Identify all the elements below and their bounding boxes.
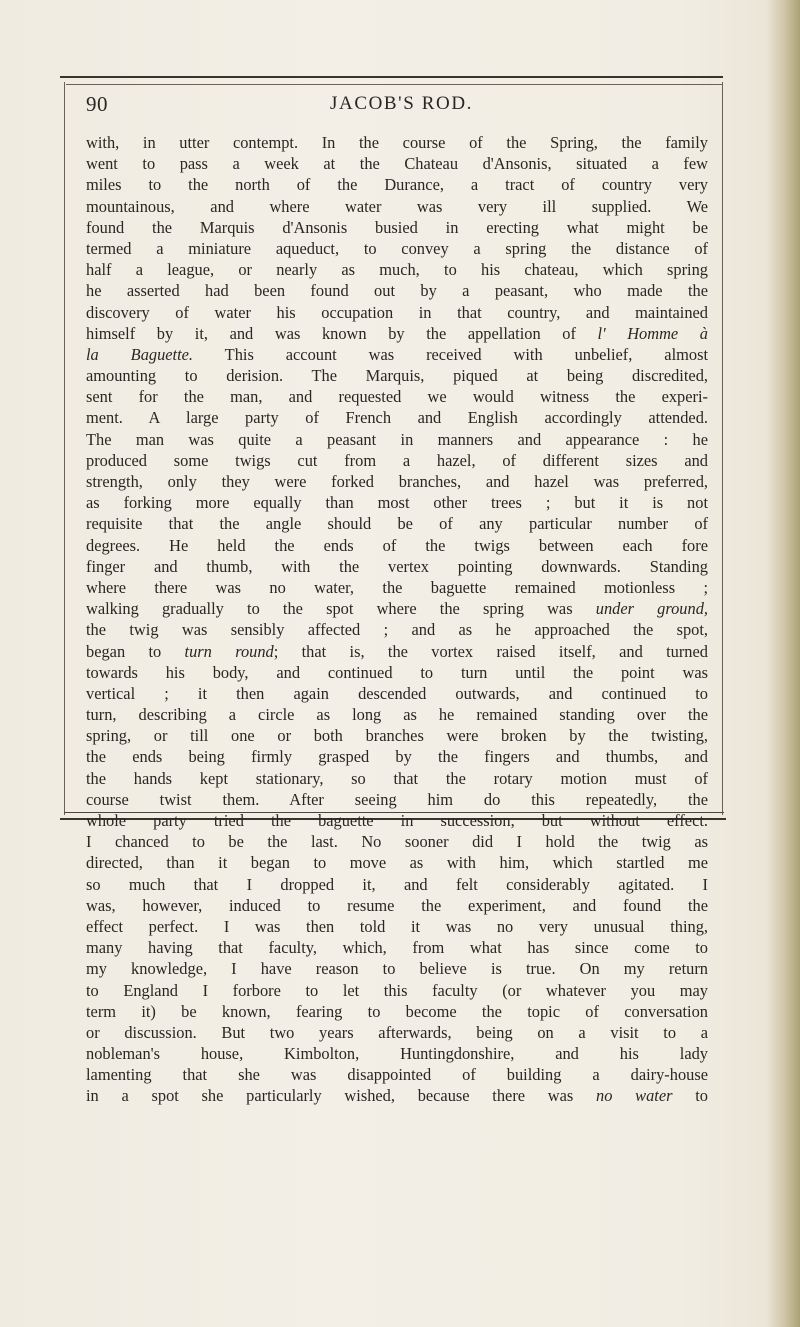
text-line	[86, 725, 708, 746]
text-segment: requisite that the angle should be of any particular number of	[86, 514, 708, 534]
text-line	[86, 386, 708, 407]
text-line	[86, 1022, 708, 1043]
running-title: JACOB'S ROD.	[330, 93, 473, 114]
text-line	[86, 471, 708, 492]
text-segment: where there was no water, the baguette remained motionless ;	[86, 577, 708, 597]
text-line	[86, 344, 708, 365]
text-segment: walking gradually to the spot where the spring was	[86, 599, 596, 619]
text-segment: I chanced to be the last. No sooner did I hold the twig as	[86, 832, 708, 852]
text-segment: many having that faculty, which, from what has since come to	[86, 938, 708, 958]
text-line	[86, 535, 708, 556]
text-line	[86, 683, 708, 704]
text-line	[86, 831, 708, 852]
text-segment: the hands kept stationary, so that the rotary motion must of	[86, 768, 708, 788]
text-line	[86, 916, 708, 937]
text-line	[86, 513, 708, 534]
text-segment: whole party tried the baguette in succession, but without effect.	[86, 811, 708, 830]
text-segment: as forking more equally than most other trees ; but it is not	[86, 493, 708, 513]
text-segment: termed a miniature aqueduct, to convey a spring the distance of	[86, 238, 708, 258]
text-line	[86, 958, 708, 979]
text-segment: miles to the north of the Durance, a tract of country very	[86, 175, 708, 195]
text-segment: he asserted had been found out by a peasant, who made the	[86, 281, 708, 301]
text-segment: nobleman's house, Kimbolton, Huntingdonshire, and his lady	[86, 1044, 708, 1064]
text-line	[86, 768, 708, 789]
text-segment: course twist them. After seeing him do this repeatedly, the	[86, 789, 708, 809]
text-line	[86, 662, 708, 683]
text-segment: went to pass a week at the Chateau d'Ansonis, situated a few	[86, 154, 708, 174]
text-line	[86, 259, 708, 280]
text-segment: or discussion. But two years afterwards, being on a visit to a	[86, 1022, 708, 1042]
text-line	[86, 598, 708, 619]
text-segment: effect perfect. I was then told it was no very unusual thing,	[86, 916, 708, 936]
text-line	[86, 556, 708, 577]
text-line	[86, 937, 708, 958]
text-segment: half a league, or nearly as much, to his chateau, which spring	[86, 260, 708, 280]
text-line	[86, 174, 708, 195]
text-line	[86, 746, 708, 767]
text-line	[86, 280, 708, 301]
page-number: 90	[86, 92, 108, 116]
text-line	[86, 1064, 708, 1085]
text-segment: directed, than it began to move as with him, which startled me	[86, 853, 708, 873]
text-line	[86, 852, 708, 873]
text-segment: towards his body, and continued to turn until the point was	[86, 662, 708, 682]
text-segment: to England I forbore to let this faculty (or whatever you may	[86, 980, 708, 1000]
text-segment: ; that is, the vortex raised itself, and turned	[273, 641, 708, 661]
text-line	[86, 323, 708, 344]
text-segment: produced some twigs cut from a hazel, of different sizes and	[86, 450, 708, 470]
text-segment: ment. A large party of French and English accordingly attended.	[86, 408, 708, 428]
text-line	[86, 704, 708, 725]
text-segment: my knowledge, I have reason to believe is true. On my return	[86, 959, 708, 979]
text-segment: found the Marquis d'Ansonis busied in erecting what might be	[86, 217, 708, 237]
text-line	[86, 302, 708, 323]
text-segment: term it) be known, fearing to become the topic of conversation	[86, 1001, 708, 1021]
text-segment: was, however, induced to resume the experiment, and found the	[86, 895, 708, 915]
italic-segment: under ground,	[595, 599, 708, 619]
text-segment: finger and thumb, with the vertex pointing downwards. Standing	[86, 556, 708, 576]
text-line	[86, 407, 708, 428]
text-segment: sent for the man, and requested we would witness the experi-	[86, 387, 708, 407]
text-line	[86, 196, 708, 217]
text-segment: lamenting that she was disappointed of building a dairy-house	[86, 1065, 708, 1085]
text-line	[86, 619, 708, 640]
frame-top-rule	[60, 76, 723, 78]
text-segment: with, in utter contempt. In the course of the Spring, the family	[86, 133, 708, 152]
text-line	[86, 132, 708, 153]
text-line	[86, 429, 708, 450]
frame-left-rule	[64, 82, 65, 815]
text-line	[86, 1043, 708, 1064]
text-segment: turn, describing a circle as long as he remained standing over the	[86, 705, 708, 725]
italic-segment: la Baguette.	[86, 344, 194, 364]
text-segment: amounting to derision. The Marquis, piqued at being discredited,	[86, 366, 708, 386]
text-line	[86, 810, 708, 831]
text-line	[86, 153, 708, 174]
page-edge-shadow	[766, 0, 800, 1327]
text-line	[86, 450, 708, 471]
text-segment: spring, or till one or both branches were broken by the twisting,	[86, 726, 708, 746]
text-segment: the ends being firmly grasped by the fingers and thumbs, and	[86, 747, 708, 767]
text-line	[86, 1001, 708, 1022]
text-line	[86, 895, 708, 916]
text-line	[86, 874, 708, 895]
text-segment: discovery of water his occupation in that country, and maintained	[86, 302, 708, 322]
text-line	[86, 980, 708, 1001]
text-segment: vertical ; it then again descended outwards, and continued to	[86, 683, 708, 703]
text-segment: mountainous, and where water was very ill supplied. We	[86, 196, 708, 216]
text-segment: the twig was sensibly affected ; and as he approached the spot,	[86, 620, 708, 640]
text-line	[86, 238, 708, 259]
frame-right-rule	[722, 82, 723, 815]
text-line	[86, 365, 708, 386]
text-line	[86, 641, 708, 662]
text-line	[86, 1085, 708, 1106]
text-line	[86, 217, 708, 238]
text-segment: This account was received with unbelief, almost	[193, 344, 709, 364]
text-segment: strength, only they were forked branches, and hazel was preferred,	[86, 472, 708, 491]
text-segment: to	[672, 1086, 708, 1106]
text-segment: in a spot she particularly wished, because there was	[86, 1086, 597, 1106]
text-segment: degrees. He held the ends of the twigs between each fore	[86, 535, 708, 555]
text-line	[86, 789, 708, 810]
running-head	[86, 92, 706, 122]
text-segment: began to	[86, 641, 185, 661]
frame-top-inner-rule	[66, 84, 722, 85]
italic-segment: turn round	[184, 641, 274, 661]
text-line	[86, 492, 708, 513]
italic-segment: no water	[596, 1086, 673, 1106]
text-segment: The man was quite a peasant in manners and appearance : he	[86, 429, 708, 449]
text-segment: so much that I dropped it, and felt considerably agitated. I	[86, 874, 708, 894]
text-line	[86, 577, 708, 598]
text-segment: himself by it, and was known by the appellation of	[86, 323, 598, 343]
body-text	[86, 132, 708, 1107]
italic-segment: l' Homme à	[597, 323, 708, 343]
